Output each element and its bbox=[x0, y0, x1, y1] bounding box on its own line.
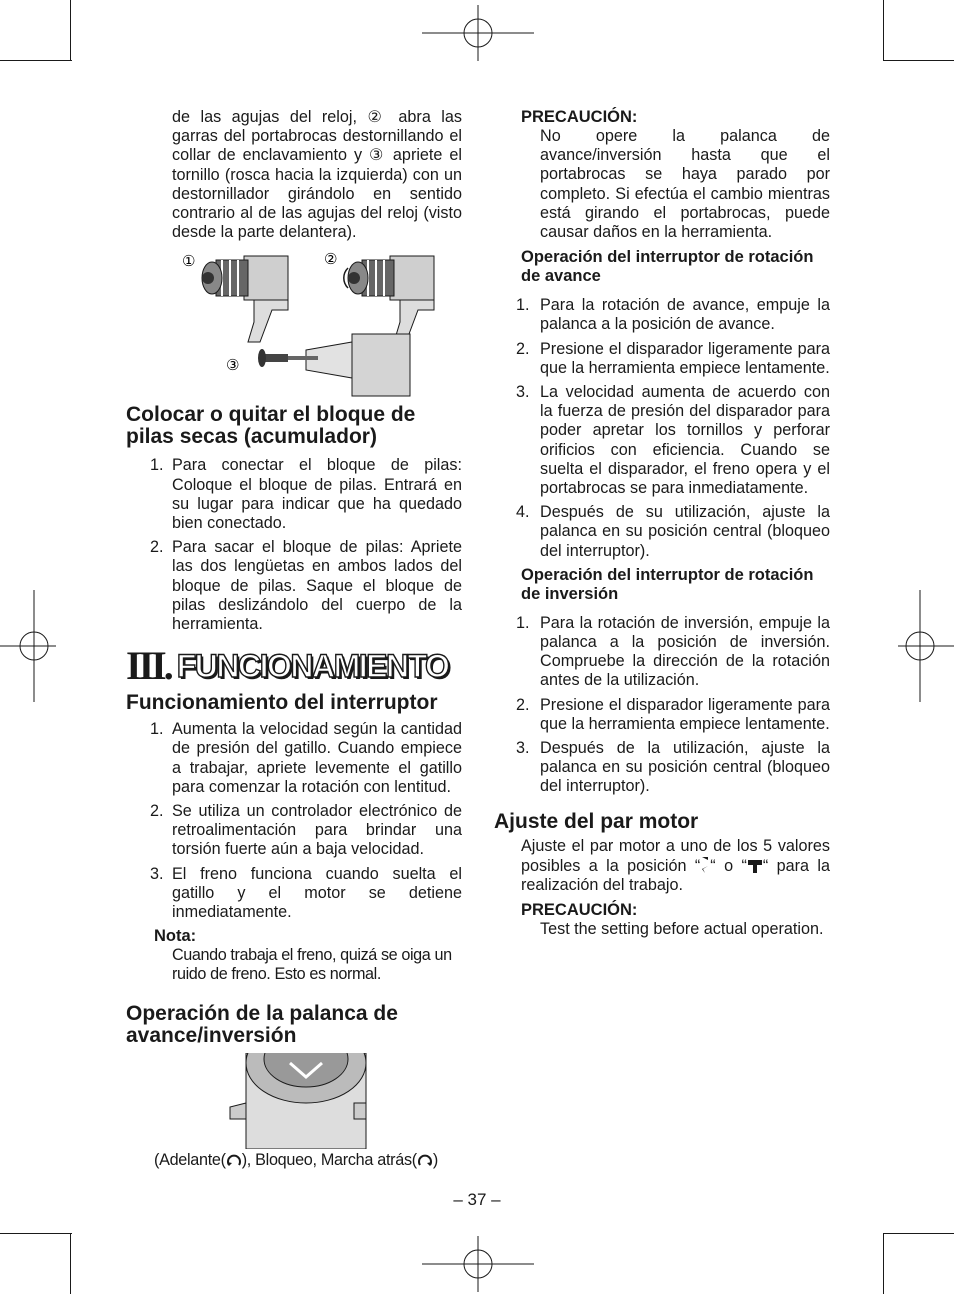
note-text: Cuando trabaja el freno, quizá se oiga un ruido de freno. Esto es normal. bbox=[172, 946, 452, 984]
lever-illustration bbox=[126, 1053, 462, 1149]
list-item: 3. Después de la utilización, ajuste la palanca en su posición central (bloqueo del interruptor). bbox=[516, 739, 830, 796]
switch-heading: Funcionamiento del interruptor bbox=[126, 691, 438, 715]
crop-mark bbox=[70, 1234, 71, 1294]
list-item: 1. Aumenta la velocidad según la cantidad de presión del gatillo. Cuando empiece a trabajar, apriete levemente el gatillo para comenzar la rotación con lentitud. bbox=[150, 720, 462, 796]
battery-steps bbox=[126, 456, 462, 634]
lever-caption: (Adelante( ), Bloqueo, Marcha atrás( ) bbox=[154, 1150, 438, 1169]
list-item: 2. Presione el disparador ligeramente para que la herramienta empiece lentamente. bbox=[516, 695, 830, 733]
right-column bbox=[494, 108, 830, 940]
section-title bbox=[126, 643, 462, 689]
fig-label-1: ① bbox=[182, 252, 196, 271]
page-number: – 37 – bbox=[453, 1190, 501, 1209]
registration-mark-right bbox=[898, 590, 954, 702]
crop-mark bbox=[883, 1233, 954, 1234]
note-label: Nota: bbox=[154, 927, 197, 946]
fig-label-3: ③ bbox=[226, 356, 240, 375]
screwdriver-icon bbox=[258, 334, 410, 396]
torque-heading: Ajuste del par motor bbox=[494, 809, 699, 833]
chuck-removal-figure bbox=[126, 246, 462, 398]
section-roman-numeral: III. bbox=[126, 643, 171, 689]
caution-label: PRECAUCIÓN: bbox=[521, 108, 638, 126]
crop-mark bbox=[883, 60, 954, 61]
list-item: 1. Para la rotación de avance, empuje la palanca a la posición de avance. bbox=[516, 296, 830, 334]
caution-text: No opere la palanca de avance/inversión hasta que el portabrocas se haya parado por completo. Si efectúa el cambio mientras está girando el portabrocas, puede causar daños en la herramienta. bbox=[540, 127, 830, 242]
crop-mark bbox=[0, 60, 72, 61]
reverse-heading: Operación del interruptor de rotación de inversión bbox=[521, 565, 814, 603]
registration-mark-top bbox=[422, 5, 534, 61]
torque-caution-label: PRECAUCIÓN: bbox=[521, 901, 638, 920]
registration-mark-left bbox=[0, 590, 56, 702]
forward-rotation-icon bbox=[226, 1152, 242, 1168]
intro-paragraph: de las agujas del reloj, ② abra las garras del portabrocas destornillando el collar de enclavamiento y ③ apriete el tornillo (rosca hacia la izquierda) con un destornillador girándolo en sentido contrario al de las agujas del reloj (visto desde la parte delantera). bbox=[172, 108, 462, 242]
drill-2-icon bbox=[344, 256, 434, 342]
crop-mark bbox=[883, 0, 884, 60]
list-item: 4. Después de su utilización, ajuste la palanca en su posición central (bloqueo del interruptor). bbox=[516, 503, 830, 560]
list-item: 3. La velocidad aumenta de acuerdo con la fuerza de presión del disparador para poder apretar los tornillos y perforar orificios con eficiencia. Cuando se suelta el disparador, el freno opera y el portabrocas se para inmediatamente. bbox=[516, 383, 830, 498]
lever-heading: Operación de la palanca de avance/inversión bbox=[126, 1001, 398, 1047]
crop-mark bbox=[883, 1234, 884, 1294]
drill-chuck-illustration bbox=[126, 246, 462, 398]
torque-text: Ajuste el par motor a uno de los 5 valores posibles a la posición “ “ o “ “ para la realización del trabajo. bbox=[521, 836, 830, 895]
list-item: 2. Para sacar el bloque de pilas: Apriete las dos lengüetas en ambos lados del bloque de pilas. Saque el bloque de pilas deslizándolo del cuerpo de la herramienta. bbox=[150, 538, 462, 634]
left-column bbox=[126, 108, 462, 1170]
list-item: 3. El freno funciona cuando suelta el gatillo y el motor se detiene inmediatamente. bbox=[150, 864, 462, 922]
torque-caution-text: Test the setting before actual operation. bbox=[540, 920, 824, 939]
crop-mark bbox=[0, 1233, 72, 1234]
drill-1-icon bbox=[202, 256, 288, 342]
reverse-steps bbox=[494, 614, 830, 797]
forward-steps bbox=[494, 296, 830, 561]
battery-heading: Colocar o quitar el bloque de pilas secas (acumulador) bbox=[126, 403, 416, 449]
fig-label-2: ② bbox=[324, 250, 338, 269]
switch-steps bbox=[126, 720, 462, 922]
section-heading: FUNCIONAMIENTO bbox=[176, 648, 449, 685]
list-item: 2. Presione el disparador ligeramente para que la herramienta empiece lentamente. bbox=[516, 339, 830, 377]
drill-bit-icon bbox=[747, 858, 763, 874]
list-item: 2. Se utiliza un controlador electrónico de retroalimentación para brindar una torsión fuerte aún a baja velocidad. bbox=[150, 802, 462, 859]
list-item: 1. Para la rotación de inversión, empuje la palanca a la posición de inversión. Compruebe la dirección de la rotación antes de la utilización. bbox=[516, 613, 830, 690]
reverse-rotation-icon bbox=[417, 1152, 433, 1168]
list-item: 1. Para conectar el bloque de pilas: Coloque el bloque de pilas. Entrará en su lugar para indicar que ha quedado bien conectado. bbox=[150, 456, 462, 533]
registration-mark-bottom bbox=[422, 1236, 534, 1292]
lever-figure bbox=[126, 1053, 462, 1149]
forward-heading: Operación del interruptor de rotación de avance bbox=[521, 248, 814, 286]
screw-icon bbox=[700, 856, 710, 874]
crop-mark bbox=[70, 0, 71, 60]
